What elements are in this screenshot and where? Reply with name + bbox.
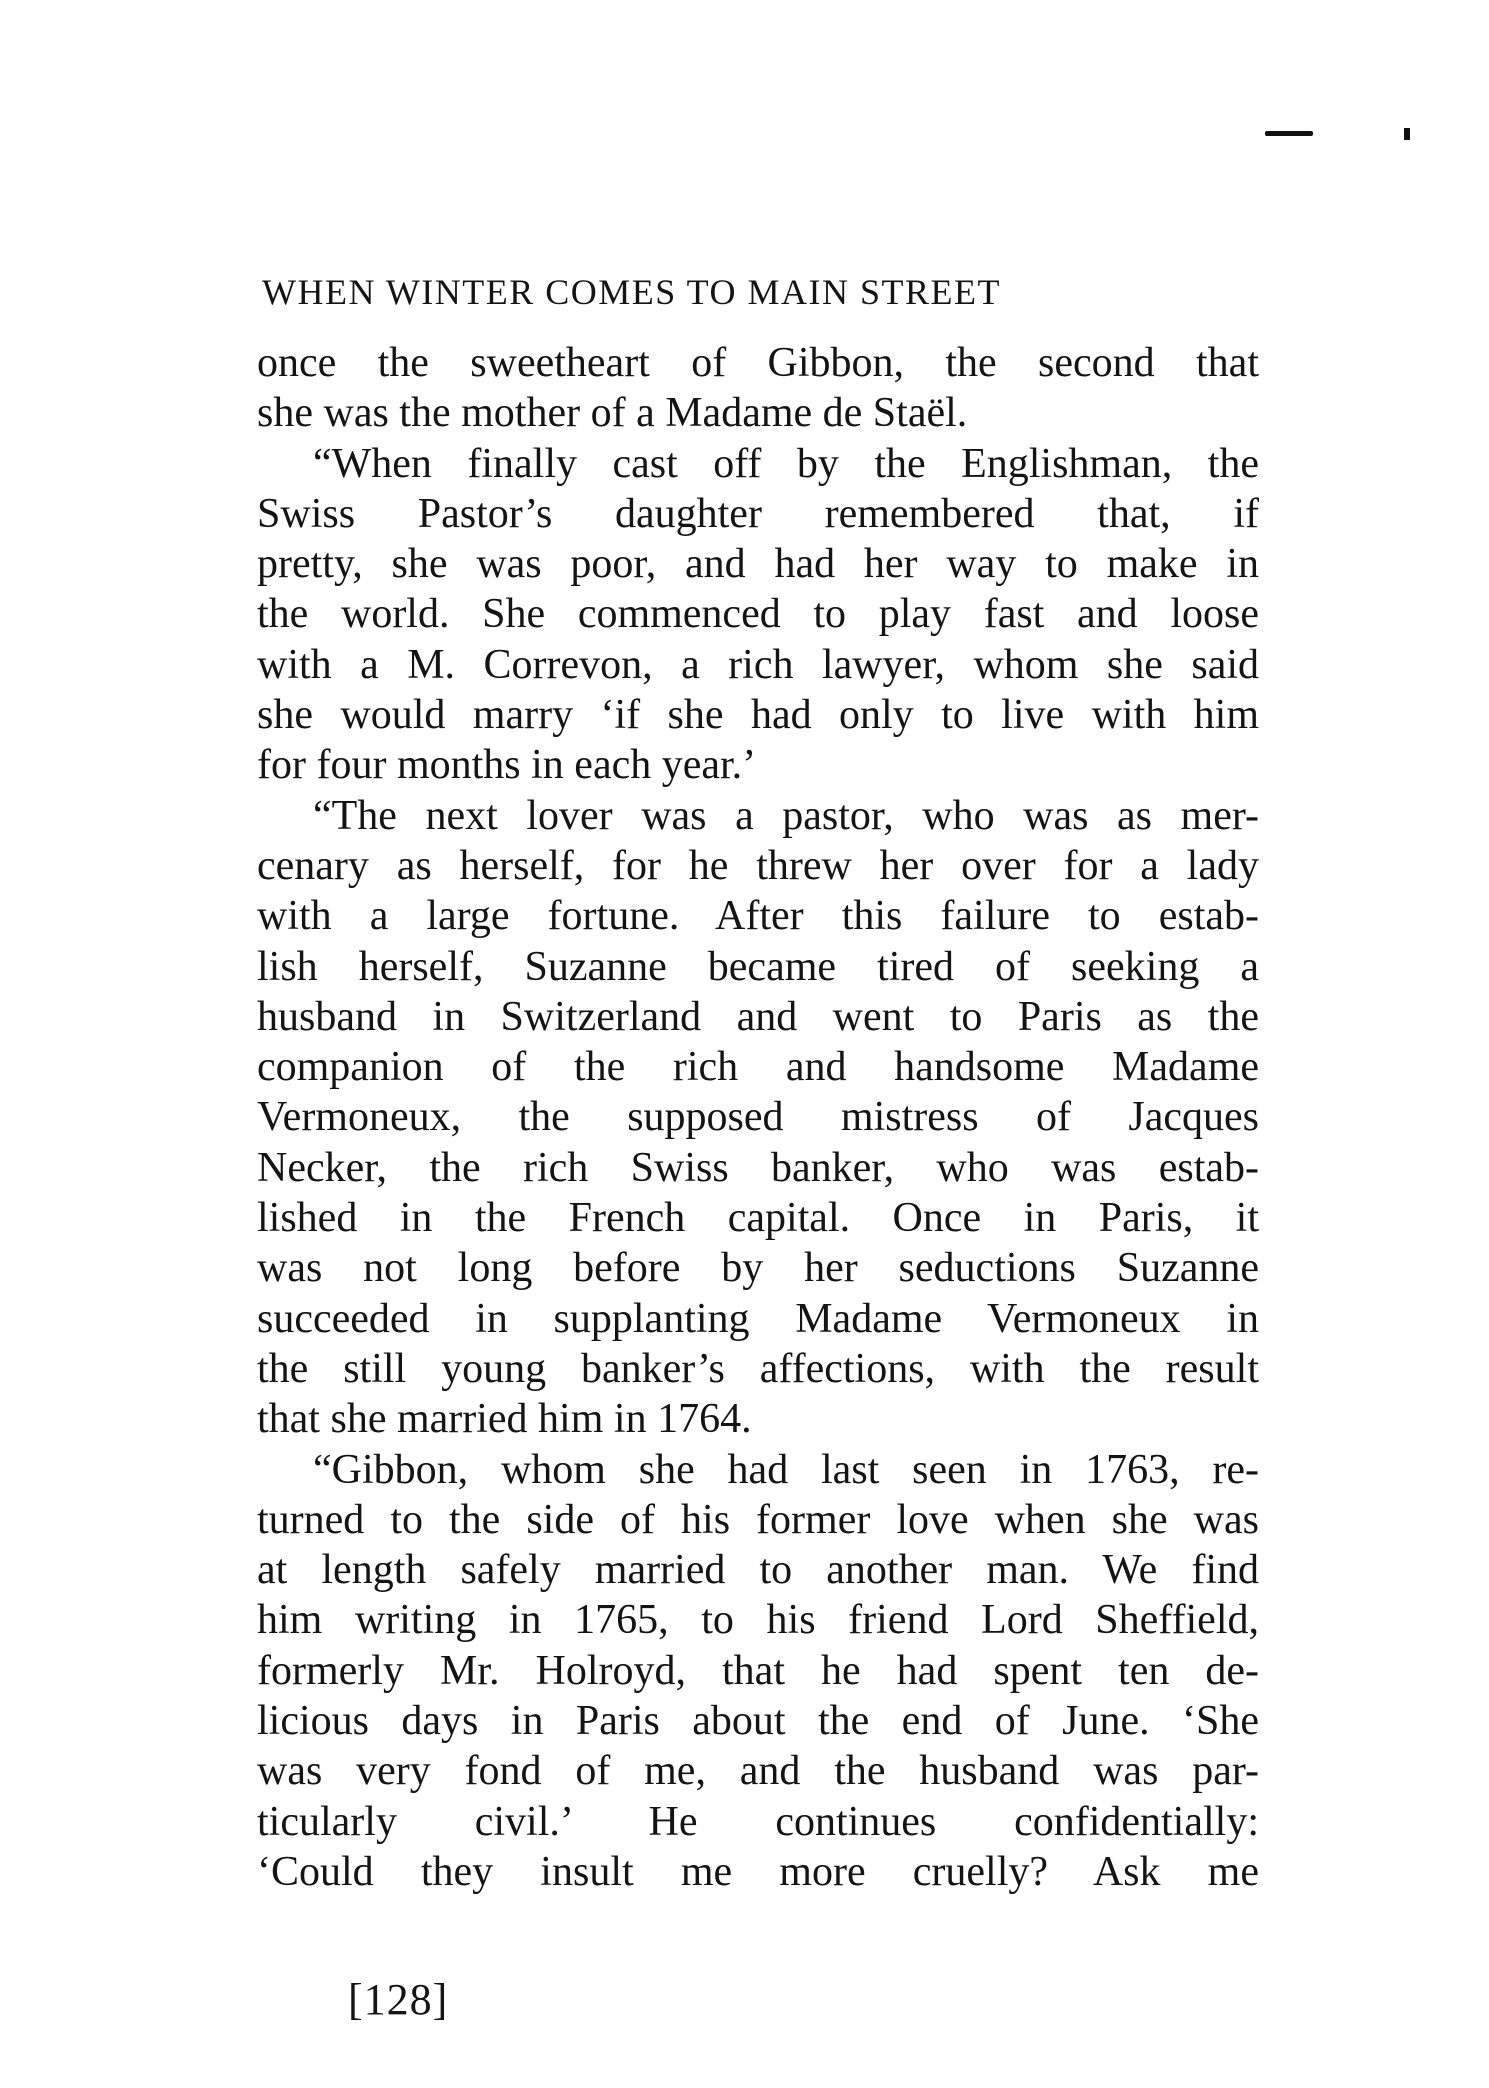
text-line: Swiss Pastor’s daughter remembered that, if: [257, 490, 1259, 537]
text-line: once the sweetheart of Gibbon, the second that: [257, 340, 1259, 386]
text-line: she was the mother of a Madame de Staël.: [257, 390, 968, 437]
text-line: Necker, the rich Swiss banker, who was estab-: [257, 1144, 1259, 1191]
text-line: the world. She commenced to play fast and loose: [257, 591, 1259, 638]
text-line: companion of the rich and handsome Madame: [257, 1044, 1259, 1091]
text-line: was not long before by her seductions Suzanne: [257, 1245, 1259, 1292]
text-line: him writing in 1765, to his friend Lord Sheffield,: [257, 1597, 1259, 1644]
text-line: that she married him in 1764.: [257, 1396, 752, 1443]
body-text: [257, 338, 1259, 1897]
text-line: formerly Mr. Holroyd, that he had spent ten de-: [257, 1647, 1259, 1694]
text-line: Vermoneux, the supposed mistress of Jacques: [257, 1094, 1259, 1141]
text-line: husband in Switzerland and went to Paris as the: [257, 993, 1259, 1040]
running-head: WHEN WINTER COMES TO MAIN STREET: [262, 272, 1001, 312]
text-line: turned to the side of his former love when she was: [257, 1496, 1259, 1543]
text-line: with a large fortune. After this failure to estab-: [257, 893, 1259, 940]
text-line: licious days in Paris about the end of June. ‘She: [257, 1698, 1259, 1745]
text-line: pretty, she was poor, and had her way to make in: [257, 541, 1259, 588]
text-line: she would marry ‘if she had only to live with him: [257, 692, 1259, 739]
page-number: [128]: [348, 1975, 449, 2024]
scan-mark-dot: [1404, 128, 1410, 140]
text-line: with a M. Correvon, a rich lawyer, whom she said: [257, 641, 1259, 688]
text-line: ticularly civil.’ He continues confidentially:: [257, 1798, 1259, 1845]
scan-mark-dash: [1265, 131, 1313, 136]
text-line: ‘Could they insult me more cruelly? Ask me: [257, 1848, 1259, 1895]
text-line: succeeded in supplanting Madame Vermoneux in: [257, 1295, 1259, 1342]
text-line: “When finally cast off by the Englishman, the: [313, 440, 1259, 487]
text-line: lish herself, Suzanne became tired of seeking a: [257, 943, 1259, 990]
text-line: “Gibbon, whom she had last seen in 1763, re-: [313, 1446, 1259, 1493]
text-line: lished in the French capital. Once in Paris, it: [257, 1195, 1259, 1242]
text-line: for four months in each year.’: [257, 742, 757, 789]
text-line: “The next lover was a pastor, who was as mer-: [313, 792, 1259, 839]
text-line: cenary as herself, for he threw her over for a lady: [257, 842, 1259, 889]
text-line: the still young banker’s affections, with the result: [257, 1345, 1259, 1392]
text-line: was very fond of me, and the husband was par-: [257, 1748, 1259, 1795]
text-line: at length safely married to another man. We find: [257, 1547, 1259, 1594]
